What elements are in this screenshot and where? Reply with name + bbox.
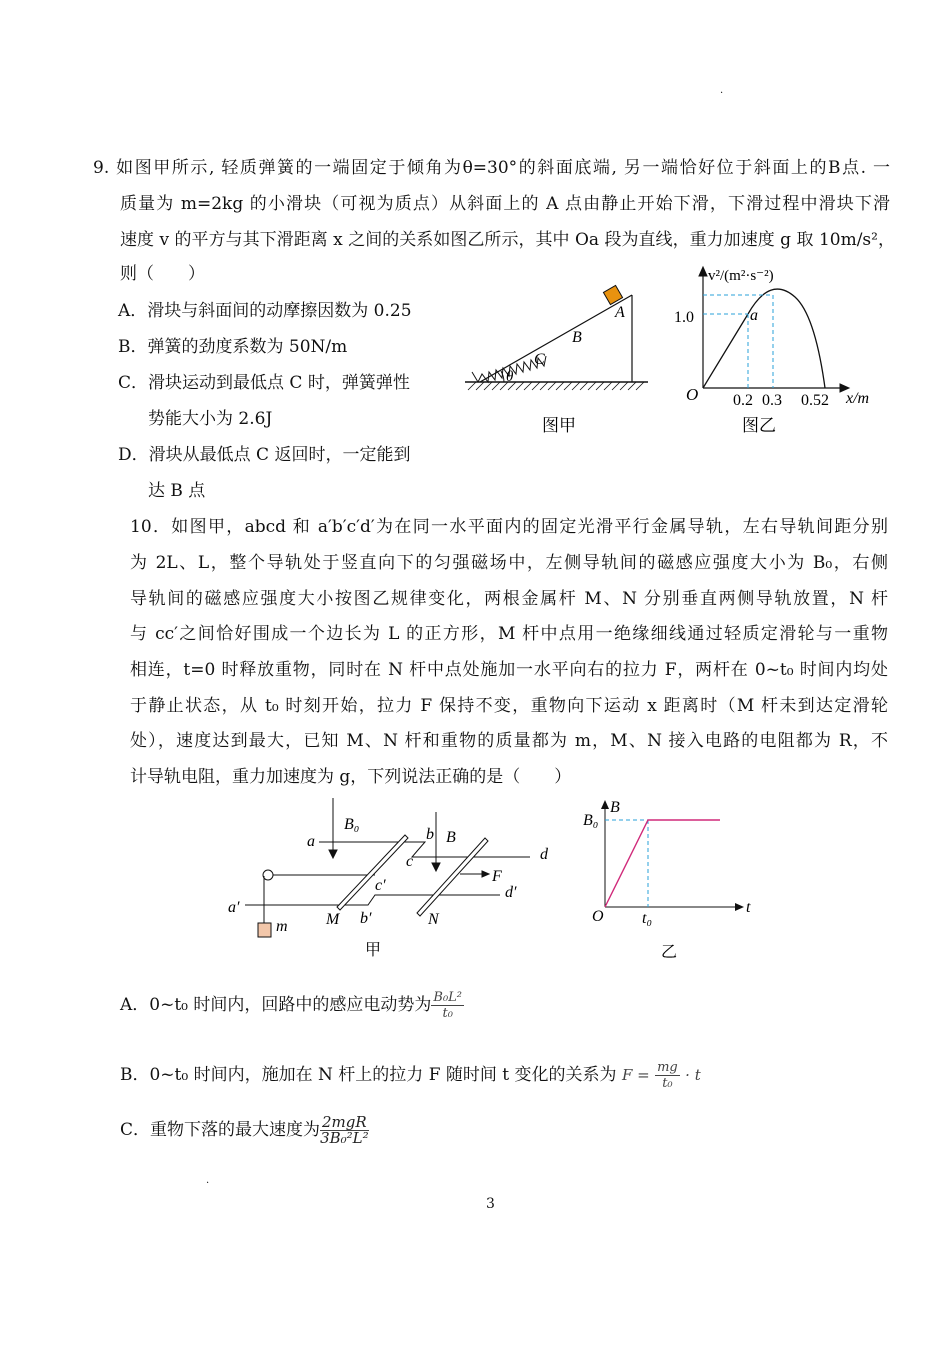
q10-option-c[interactable]	[120, 1110, 369, 1150]
numerator: B₀L²	[433, 990, 462, 1005]
label-a-prime: a′	[228, 899, 240, 916]
label-a: a	[307, 833, 315, 850]
q9-line: 速度 v 的平方与其下滑距离 x 之间的关系如图乙所示，其中 Oa 段为直线，重力加速度 g 取 10m/s²，	[120, 230, 895, 250]
label-theta: θ	[506, 369, 514, 385]
q10-line: 为 2L、L，整个导轨处于竖直向下的匀强磁场中，左侧导轨间的磁感应强度大小为 B₀，右侧	[130, 553, 888, 573]
x-tick: 0.3	[762, 392, 782, 409]
fig-caption: 甲	[365, 942, 382, 959]
dot: .	[720, 85, 724, 96]
label-B0: B₀	[344, 816, 360, 833]
q9-option-b[interactable]: B．弹簧的劲度系数为 50N/m	[118, 337, 348, 357]
denominator: t₀	[662, 1076, 673, 1091]
label-F: F	[492, 868, 502, 885]
label-b: b	[426, 826, 434, 843]
label-M: M	[326, 911, 340, 928]
v2-x-graph	[699, 267, 849, 392]
q10-line: 与 cc′之间恰好围成一个边长为 L 的正方形，M 杆中点用一绝缘细线通过轻质定滑轮与一重物	[130, 624, 888, 644]
q10-line: 导轨间的磁感应强度大小按图乙规律变化，两根金属杆 M、N 分别垂直两侧导轨放置，N 杆	[130, 589, 888, 609]
origin: O	[592, 908, 604, 925]
incline-figure	[465, 285, 648, 390]
label-b-prime: b′	[360, 910, 372, 927]
label-d-prime: d′	[505, 884, 517, 901]
fraction	[431, 990, 464, 1021]
origin: O	[686, 385, 699, 404]
fraction	[655, 1060, 680, 1091]
fig-caption: 图乙	[742, 416, 776, 435]
tick-B0: B₀	[583, 812, 599, 829]
dot: .	[206, 1175, 210, 1186]
numerator: mg	[657, 1060, 678, 1075]
q9-option-d[interactable]: D．滑块从最低点 C 返回时，一定能到	[118, 445, 411, 465]
option-text: B．0~t₀ 时间内，施加在 N 杆上的拉力 F 随时间 t 变化的关系为	[120, 1065, 617, 1085]
y-tick: 1.0	[674, 309, 694, 326]
q10-option-a[interactable]	[120, 985, 464, 1025]
q9-line: 则（ ）	[120, 264, 205, 284]
label-B: B	[446, 829, 456, 846]
formula-rhs: · t	[685, 1066, 701, 1084]
page-number: 3	[486, 1196, 495, 1212]
label-c-prime: c′	[375, 877, 386, 894]
x-tick: 0.2	[733, 392, 753, 409]
point-a: a	[750, 307, 758, 324]
label-N: N	[428, 911, 439, 928]
q10-line: 于静止状态，从 t₀ 时刻开始，拉力 F 保持不变，重物向下运动 x 距离时（M 杆未到达定滑轮	[130, 696, 888, 716]
q9-option-a[interactable]: A．滑块与斜面间的动摩擦因数为 0.25	[118, 301, 412, 321]
q9-option-d-cont: 达 B 点	[148, 481, 206, 501]
label-C: C	[534, 351, 545, 368]
y-axis-label: v²/(m²·s⁻²)	[708, 268, 774, 284]
numerator: 2mgR	[322, 1113, 367, 1131]
x-tick: 0.52	[801, 392, 829, 409]
q10-line: 计导轨电阻，重力加速度为 g，下列说法正确的是（ ）	[130, 767, 572, 787]
q10-option-b[interactable]	[120, 1055, 701, 1095]
fig-caption: 乙	[661, 944, 678, 961]
denominator: t₀	[442, 1006, 453, 1021]
option-text: A．0~t₀ 时间内，回路中的感应电动势为	[120, 995, 432, 1015]
fig-caption: 图甲	[542, 416, 576, 435]
q10-line: 处），速度达到最大，已知 M、N 杆和重物的质量都为 m，M、N 接入电路的电阻都为 R，不	[130, 731, 888, 751]
q10-figures	[220, 795, 760, 965]
B-t-graph	[601, 800, 744, 911]
q9-line: 质量为 m=2kg 的小滑块（可视为质点）从斜面上的 A 点由静止开始下滑，下滑过程中滑块下滑	[120, 194, 890, 214]
tick-t0: t₀	[642, 910, 653, 927]
q9-option-c-cont: 势能大小为 2.6J	[148, 409, 273, 429]
axis-t: t	[746, 899, 751, 916]
axis-B: B	[610, 799, 620, 816]
x-axis-label: x/m	[846, 390, 870, 407]
label-A: A	[615, 304, 625, 321]
option-text: C．重物下落的最大速度为	[120, 1120, 321, 1140]
q9-figures	[460, 260, 870, 440]
label-m: m	[276, 918, 288, 935]
rails-figure	[245, 798, 530, 937]
q9-line: 9. 如图甲所示, 轻质弹簧的一端固定于倾角为θ=30°的斜面底端, 另一端恰好位于斜面上的B点. 一	[93, 158, 890, 178]
denominator: 3B₀²L²	[320, 1129, 369, 1147]
label-d: d	[540, 846, 548, 863]
q10-line: 相连，t=0 时释放重物，同时在 N 杆中点处施加一水平向右的拉力 F，两杆在 0~t₀ 时间内均处	[130, 660, 888, 680]
q9-option-c[interactable]: C．滑块运动到最低点 C 时，弹簧弹性	[118, 373, 410, 393]
fraction	[320, 1115, 369, 1146]
formula-lhs: F =	[621, 1066, 650, 1084]
q10-line: 10．如图甲，abcd 和 a′b′c′d′为在同一水平面内的固定光滑平行金属导轨，左右导轨间距分别	[130, 517, 888, 537]
label-c: c	[406, 853, 414, 870]
label-B: B	[572, 329, 582, 346]
